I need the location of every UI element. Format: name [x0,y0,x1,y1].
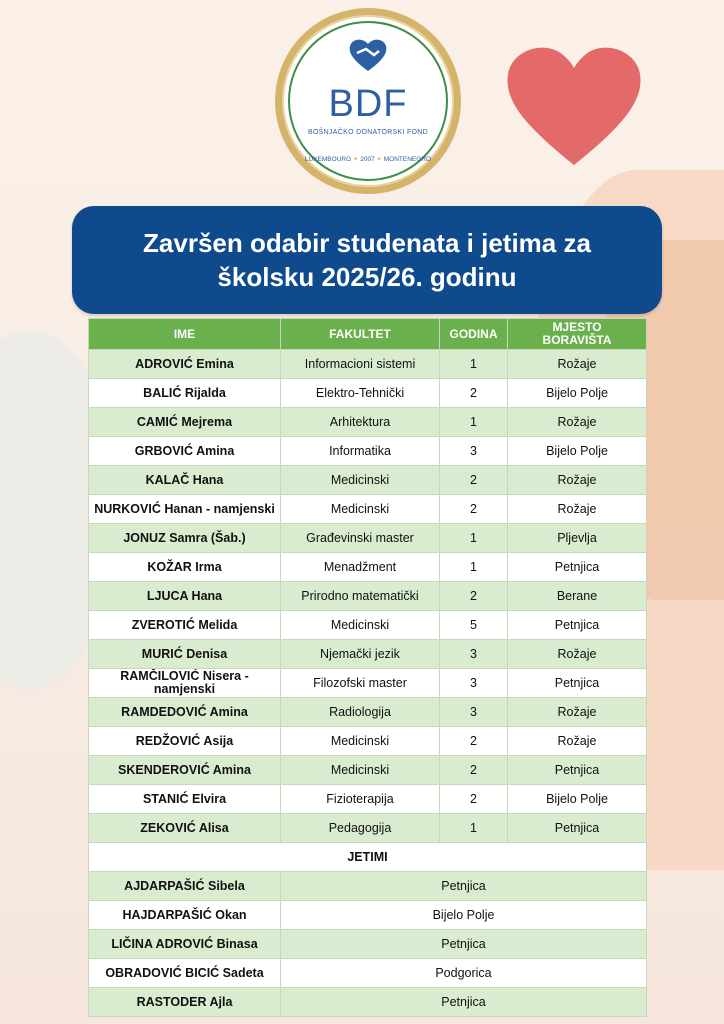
student-year: 2 [440,495,508,524]
student-faculty: Medicinski [281,727,440,756]
table-body [89,350,647,1017]
student-year: 3 [440,437,508,466]
student-residence: Petnjica [508,611,647,640]
student-residence: Petnjica [508,553,647,582]
student-faculty: Medicinski [281,466,440,495]
title-line-2: školsku 2025/26. godinu [217,262,517,292]
page-title [72,206,662,314]
student-faculty: Arhitektura [281,408,440,437]
student-name: BALIĆ Rijalda [89,379,281,408]
student-residence: Pljevlja [508,524,647,553]
logo-country-left: LUXEMBOURG [304,156,352,163]
student-name: ZEKOVIĆ Alisa [89,814,281,843]
student-row [89,814,647,843]
orphan-row [89,901,647,930]
student-row [89,408,647,437]
student-year: 1 [440,524,508,553]
student-year: 1 [440,350,508,379]
student-year: 1 [440,408,508,437]
orphan-name: AJDARPAŠIĆ Sibela [89,872,281,901]
student-row [89,582,647,611]
logo-subtitle: BOŠNJAČKO DONATORSKI FOND [307,129,429,136]
student-residence: Rožaje [508,727,647,756]
student-name: STANIĆ Elvira [89,785,281,814]
table-header-row [89,319,647,350]
student-residence: Rožaje [508,466,647,495]
student-faculty: Informacioni sistemi [281,350,440,379]
student-year: 5 [440,611,508,640]
student-row [89,466,647,495]
student-year: 1 [440,814,508,843]
student-faculty: Elektro-Tehnički [281,379,440,408]
student-row [89,611,647,640]
student-faculty: Fizioterapija [281,785,440,814]
student-name: KALAČ Hana [89,466,281,495]
student-residence: Rožaje [508,698,647,727]
student-name: LJUCA Hana [89,582,281,611]
student-row [89,698,647,727]
orphan-row [89,959,647,988]
student-year: 2 [440,466,508,495]
student-year: 2 [440,727,508,756]
section-label: JETIMI [89,843,647,872]
student-residence: Petnjica [508,814,647,843]
student-name: GRBOVIĆ Amina [89,437,281,466]
student-row [89,379,647,408]
student-year: 2 [440,785,508,814]
student-name: MURIĆ Denisa [89,640,281,669]
student-residence: Bijelo Polje [508,437,647,466]
orphan-name: HAJDARPAŠIĆ Okan [89,901,281,930]
student-row [89,669,647,698]
student-residence: Berane [508,582,647,611]
orphan-row [89,872,647,901]
orphan-row [89,930,647,959]
student-name: ZVEROTIĆ Melida [89,611,281,640]
student-name: KOŽAR Irma [89,553,281,582]
logo-text: BDF [328,83,408,125]
student-residence: Petnjica [508,669,647,698]
student-faculty: Građevinski master [281,524,440,553]
orphan-residence: Bijelo Polje [281,901,647,930]
orphan-name: LIČINA ADROVIĆ Binasa [89,930,281,959]
student-row [89,640,647,669]
student-residence: Bijelo Polje [508,785,647,814]
student-faculty: Medicinski [281,756,440,785]
orphan-residence: Petnjica [281,872,647,901]
bdf-logo [275,8,461,194]
student-row [89,727,647,756]
student-residence: Bijelo Polje [508,379,647,408]
student-name: SKENDEROVIĆ Amina [89,756,281,785]
student-residence: Petnjica [508,756,647,785]
header-mjesto-line1: MJESTO [552,320,602,334]
student-row [89,524,647,553]
selection-table [88,318,647,1017]
student-residence: Rožaje [508,640,647,669]
student-name: REDŽOVIĆ Asija [89,727,281,756]
orphan-residence: Petnjica [281,930,647,959]
logo-country-right: MONTENEGRO [383,156,432,163]
logo-year: 2007 [360,156,375,163]
student-year: 2 [440,756,508,785]
student-name: RAMČILOVIĆ Nisera - namjenski [89,669,281,698]
student-faculty: Filozofski master [281,669,440,698]
student-year: 3 [440,698,508,727]
student-year: 1 [440,553,508,582]
orphan-residence: Petnjica [281,988,647,1017]
header-mjesto [508,319,647,350]
student-faculty: Medicinski [281,495,440,524]
header-ime: IME [89,319,281,350]
header-mjesto-line2: BORAVIŠTA [542,333,612,347]
student-row [89,785,647,814]
header-fakultet: FAKULTET [281,319,440,350]
section-row [89,843,647,872]
student-faculty: Pedagogija [281,814,440,843]
student-name: CAMIĆ Mejrema [89,408,281,437]
student-residence: Rožaje [508,495,647,524]
student-row [89,495,647,524]
student-row [89,350,647,379]
student-name: NURKOVIĆ Hanan - namjenski [89,495,281,524]
student-name: RAMDEDOVIĆ Amina [89,698,281,727]
student-row [89,437,647,466]
student-year: 2 [440,582,508,611]
student-year: 3 [440,669,508,698]
orphan-name: RASTODER Ajla [89,988,281,1017]
student-name: ADROVIĆ Emina [89,350,281,379]
logo-bottom-text: LUXEMBOURG ✦ 2007 ✦ MONTENEGRO [304,156,432,163]
student-row [89,756,647,785]
handshake-heart-icon [348,37,388,73]
heart-icon [504,40,644,170]
orphan-residence: Podgorica [281,959,647,988]
student-residence: Rožaje [508,350,647,379]
student-row [89,553,647,582]
student-faculty: Njemački jezik [281,640,440,669]
student-faculty: Prirodno matematički [281,582,440,611]
orphan-row [89,988,647,1017]
title-line-1: Završen odabir studenata i jetima za [143,228,591,258]
student-faculty: Informatika [281,437,440,466]
student-faculty: Menadžment [281,553,440,582]
student-faculty: Radiologija [281,698,440,727]
student-faculty: Medicinski [281,611,440,640]
student-year: 2 [440,379,508,408]
header-godina: GODINA [440,319,508,350]
student-year: 3 [440,640,508,669]
student-name: JONUZ Samra (Šab.) [89,524,281,553]
student-residence: Rožaje [508,408,647,437]
orphan-name: OBRADOVIĆ BICIĆ Sadeta [89,959,281,988]
